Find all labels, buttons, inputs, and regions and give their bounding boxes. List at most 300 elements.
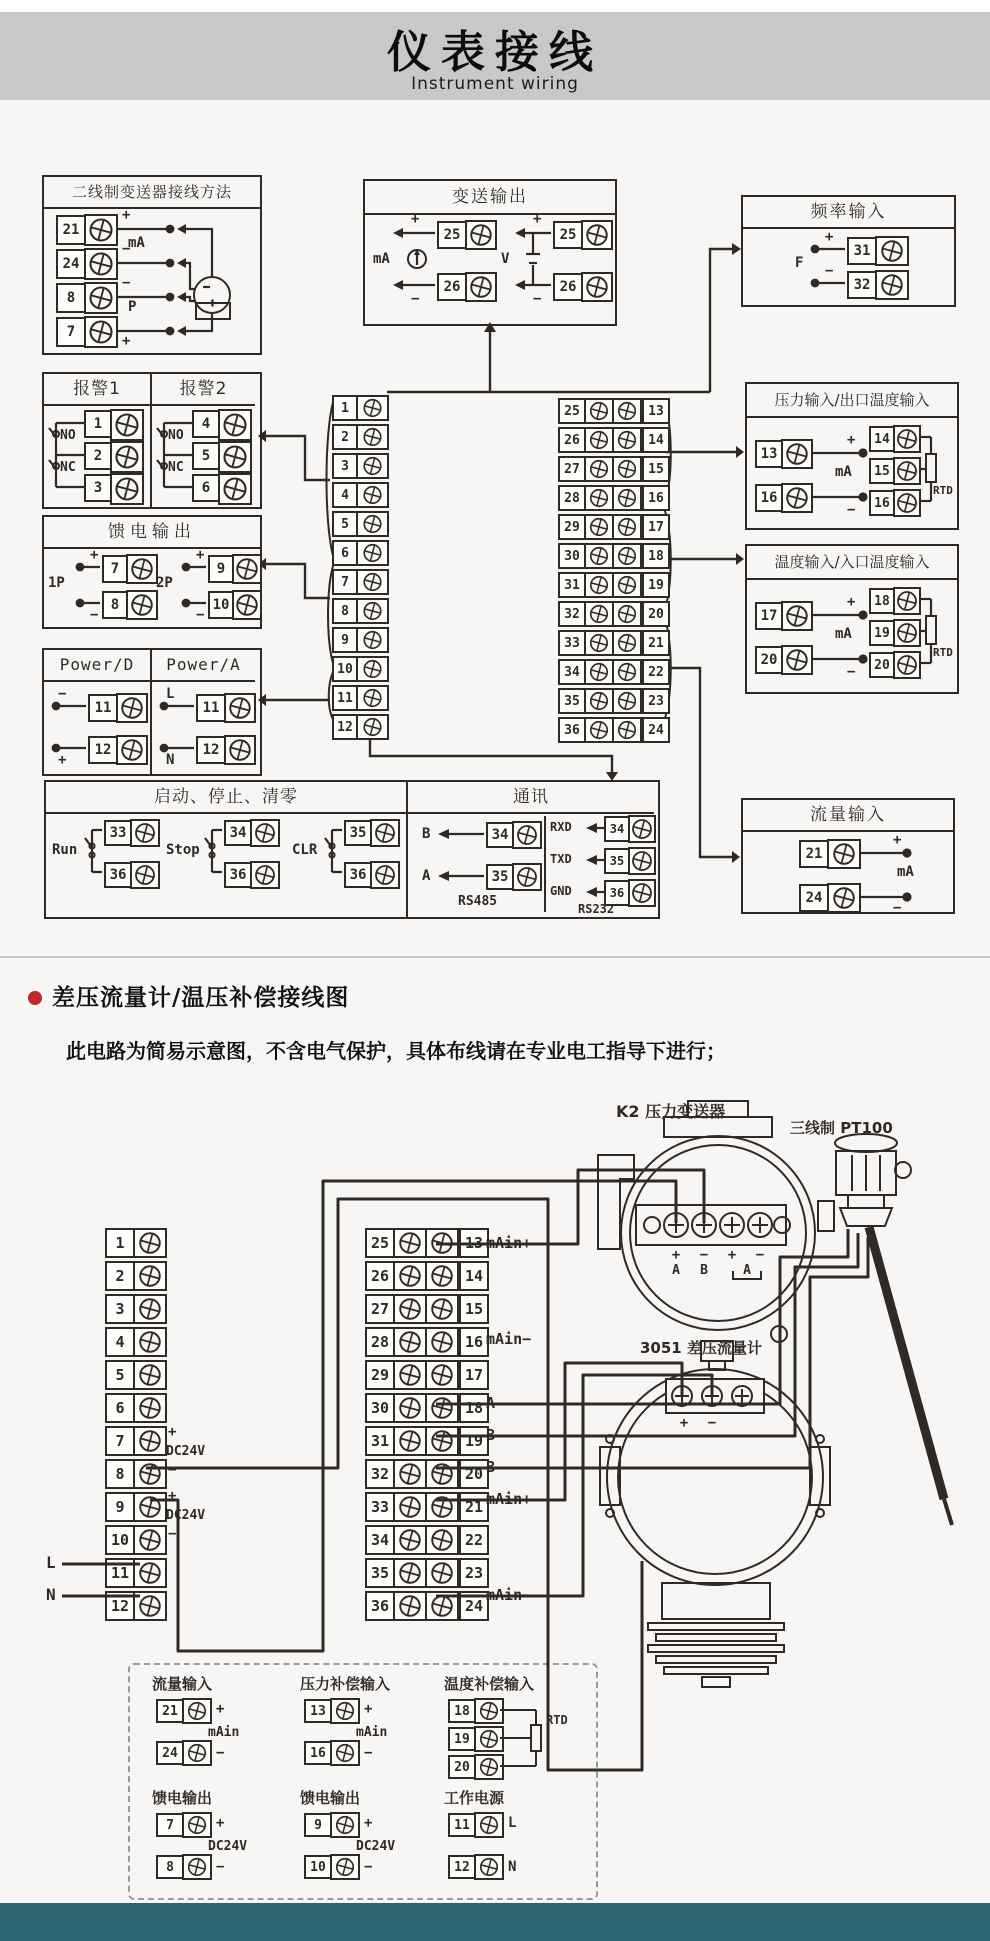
terminal-screw [130, 819, 160, 847]
terminal-number: 36 [344, 862, 372, 888]
terminal-number: 5 [332, 511, 358, 537]
terminal-number: 24 [156, 1741, 184, 1765]
terminal-number: 6 [332, 540, 358, 566]
terminal-screw [393, 1327, 427, 1357]
clr-label: CLR [292, 842, 318, 858]
terminal-number: 20 [869, 652, 895, 678]
wiring-overview-diagram [0, 100, 990, 956]
k2-sub: B [700, 1263, 708, 1278]
signal-label: mA [835, 464, 852, 480]
terminal-number: 29 [558, 514, 586, 540]
wire-navy-pt100-a [436, 1229, 848, 1404]
terminal-number: 21 [56, 215, 86, 245]
terminal-screw [250, 819, 280, 847]
terminal-row [332, 569, 389, 595]
terminal-screw [425, 1591, 459, 1621]
terminal-number: 29 [365, 1360, 395, 1390]
polarity-label: + [122, 333, 131, 349]
terminal-screw [84, 316, 118, 348]
terminal-screw [110, 473, 144, 505]
legend-signal-label: DC24V [356, 1839, 396, 1854]
terminal-screw [581, 272, 613, 302]
terminal-number: 4 [105, 1327, 135, 1357]
terminal-number: 23 [642, 688, 670, 714]
terminal-screw [628, 847, 656, 875]
terminal-row [105, 1360, 167, 1390]
terminal-number: 12 [332, 714, 358, 740]
terminal-number: 26 [365, 1261, 395, 1291]
terminal-row [332, 714, 389, 740]
terminal-row [558, 688, 670, 714]
terminal-screw [133, 1525, 167, 1555]
terminal-screw [474, 1854, 504, 1880]
terminal-number: 8 [102, 591, 128, 619]
terminal-screw [126, 554, 158, 584]
terminal-number: 36 [604, 880, 630, 906]
terminal-screw [393, 1393, 427, 1423]
terminal-signal-label: mAin− [486, 1330, 532, 1348]
terminal-number: 33 [104, 820, 132, 846]
polarity-label: − [58, 686, 67, 702]
temp-box-title: 温度输入/入口温度输入 [747, 546, 957, 580]
two-wire-transmitter-box [42, 175, 262, 355]
terminal-number: 1 [332, 395, 358, 421]
terminal-number: 16 [459, 1327, 489, 1357]
terminal-number: 26 [558, 427, 586, 453]
terminal-number: 6 [192, 474, 220, 502]
terminal-number: 2 [105, 1261, 135, 1291]
terminal-number: 5 [192, 442, 220, 470]
terminal-row [365, 1261, 489, 1291]
terminal-signal-label: B [486, 1458, 496, 1476]
legend-group-title: 压力补偿输入 [300, 1675, 391, 1693]
polarity-label: + [168, 1488, 177, 1504]
terminal-signal-label: B [486, 1426, 496, 1444]
legend-signal-label: − [364, 1745, 373, 1761]
terminal-number: 18 [459, 1393, 489, 1423]
terminal-number: 10 [208, 591, 234, 619]
polarity-label: − [893, 900, 902, 916]
page-title: 仪表接线 [387, 27, 603, 78]
terminal-screw [875, 236, 909, 266]
terminal-row [332, 598, 389, 624]
terminal-number: 2 [332, 424, 358, 450]
terminal-screw [84, 214, 118, 246]
signal-label: P [128, 299, 137, 315]
k2-mark: + [671, 1247, 681, 1263]
terminal-screw [393, 1228, 427, 1258]
gnd-label: GND [550, 884, 572, 898]
terminal-screw [628, 815, 656, 843]
terminal-number: 34 [224, 820, 252, 846]
terminal-row [105, 1327, 167, 1357]
legend-group-title: 温度补偿输入 [444, 1675, 535, 1693]
terminal-number: 24 [799, 884, 829, 912]
meter-terminal-strip-right [365, 1228, 489, 1621]
terminal-number: 8 [332, 598, 358, 624]
terminal-number: 21 [642, 630, 670, 656]
rs485-b-label: B [422, 826, 431, 842]
terminal-screw [628, 879, 656, 907]
terminal-row [332, 627, 389, 653]
no-label: NO [168, 428, 184, 443]
terminal-number: 28 [365, 1327, 395, 1357]
rxd-label: RXD [550, 820, 572, 834]
terminal-number: 34 [604, 816, 630, 842]
terminal-number: 11 [332, 685, 358, 711]
terminal-number: 4 [332, 482, 358, 508]
legend-group-title: 馈电输出 [152, 1789, 213, 1807]
terminal-screw [393, 1558, 427, 1588]
terminal-number: 30 [558, 543, 586, 569]
polarity-label: + [893, 832, 902, 848]
terminal-number: 11 [105, 1558, 135, 1588]
transmit-box-title: 变送输出 [365, 181, 615, 215]
terminal-screw [116, 735, 148, 765]
terminal-screw [126, 590, 158, 620]
terminal-screw [330, 1854, 360, 1880]
terminal-screw [465, 272, 497, 302]
frequency-input-box [741, 195, 956, 307]
terminal-number: 20 [459, 1459, 489, 1489]
terminal-screw [110, 441, 144, 473]
terminal-number: 15 [869, 458, 895, 484]
terminal-screw [474, 1698, 504, 1724]
terminal-screw [133, 1492, 167, 1522]
terminal-screw [232, 590, 262, 620]
terminal-row [332, 685, 389, 711]
terminal-screw [584, 398, 614, 424]
freq-label: F [795, 255, 804, 271]
terminal-screw [218, 441, 252, 473]
terminal-number: 25 [365, 1228, 395, 1258]
legend-signal-label: − [216, 1745, 225, 1761]
terminal-screw [612, 717, 642, 743]
terminal-row [365, 1327, 489, 1357]
k2-mark: − [755, 1247, 765, 1263]
terminal-number: 35 [558, 688, 586, 714]
rs232-label: RS232 [578, 902, 615, 916]
legend-group [300, 1787, 450, 1917]
terminal-number: 10 [332, 656, 358, 682]
terminal-number: 9 [304, 1813, 332, 1837]
terminal-screw [133, 1261, 167, 1291]
two-wire-box-title: 二线制变送器接线方法 [44, 177, 260, 209]
terminal-screw [425, 1294, 459, 1324]
m3051-mark: + [679, 1415, 689, 1431]
terminal-row [558, 717, 670, 743]
terminal-screw [781, 439, 813, 469]
polarity-label: − [122, 275, 131, 291]
polarity-label: + [90, 547, 99, 563]
legend-group [444, 1673, 594, 1803]
terminal-screw [425, 1327, 459, 1357]
section2-heading: 差压流量计/温压补偿接线图 [52, 985, 350, 1011]
red-bullet-icon [28, 991, 42, 1005]
rtd-label: RTD [933, 646, 953, 659]
terminal-screw [425, 1360, 459, 1390]
terminal-number: 14 [869, 426, 895, 452]
nc-label: NC [60, 460, 76, 475]
terminal-screw [584, 514, 614, 540]
terminal-screw [612, 572, 642, 598]
terminal-number: 35 [486, 864, 514, 890]
terminal-number: 12 [448, 1855, 476, 1879]
k2-mark: − [699, 1247, 709, 1263]
terminal-number: 4 [192, 410, 220, 438]
terminal-row [365, 1426, 489, 1456]
terminal-number: 15 [459, 1294, 489, 1324]
legend-signal-label: − [364, 1859, 373, 1875]
terminal-screw [584, 717, 614, 743]
terminal-screw [250, 861, 280, 889]
terminal-screw [330, 1698, 360, 1724]
terminal-number: 18 [869, 588, 895, 614]
terminal-screw [393, 1459, 427, 1489]
signal-label: mA [128, 235, 145, 251]
terminal-screw [612, 543, 642, 569]
terminal-signal-label: mAin− [486, 1586, 532, 1604]
legend-signal-label: + [216, 1701, 225, 1717]
terminal-screw [133, 1591, 167, 1621]
meter-terminal-strip-left [105, 1228, 167, 1621]
terminal-number: 6 [105, 1393, 135, 1423]
legend-signal-label: + [216, 1815, 225, 1831]
polarity-label: − [847, 664, 856, 680]
terminal-screw [116, 693, 148, 723]
freq-box-title: 频率输入 [743, 197, 954, 229]
terminal-number: 34 [365, 1525, 395, 1555]
terminal-screw [781, 601, 813, 631]
terminal-screw [182, 1740, 212, 1766]
terminal-number: 3 [332, 453, 358, 479]
polarity-label: + [847, 594, 856, 610]
terminal-screw [584, 572, 614, 598]
legend-group [300, 1673, 450, 1803]
terminal-number: 32 [558, 601, 586, 627]
terminal-row [558, 485, 670, 511]
polarity-label: + [825, 229, 834, 245]
terminal-screw [584, 485, 614, 511]
terminal-number: 24 [56, 249, 86, 279]
terminal-screw [893, 457, 921, 485]
pt100-label: 三线制 PT100 [790, 1119, 893, 1137]
terminal-number: 19 [869, 620, 895, 646]
terminal-screw [584, 427, 614, 453]
terminal-signal-label: mAin+ [486, 1490, 532, 1508]
terminal-screw [356, 685, 389, 711]
polarity-label: − [168, 1462, 177, 1478]
alarm1-title: 报警1 [44, 374, 150, 406]
polarity-label: − [196, 607, 205, 623]
terminal-number: 21 [459, 1492, 489, 1522]
terminal-screw [425, 1228, 459, 1258]
terminal-row [105, 1228, 167, 1258]
terminal-number: 33 [558, 630, 586, 656]
polarity-label: − [122, 241, 131, 257]
polarity-label: + [847, 432, 856, 448]
terminal-screw [425, 1459, 459, 1489]
terminal-number: 19 [459, 1426, 489, 1456]
terminal-screw [356, 569, 389, 595]
terminal-screw [875, 270, 909, 300]
terminal-number: 13 [304, 1699, 332, 1723]
pressure-input-box [745, 382, 959, 530]
terminal-number: 11 [448, 1813, 476, 1837]
terminal-number: 1 [84, 410, 112, 438]
terminal-screw [133, 1228, 167, 1258]
terminal-screw [584, 543, 614, 569]
terminal-function-legend [128, 1663, 598, 1900]
terminal-number: 27 [558, 456, 586, 482]
terminal-screw [356, 395, 389, 421]
header-band [0, 12, 990, 100]
terminal-screw [133, 1327, 167, 1357]
polarity-label: − [411, 291, 420, 307]
terminal-row [365, 1591, 489, 1621]
terminal-screw [133, 1294, 167, 1324]
terminal-screw [393, 1360, 427, 1390]
terminal-screw [827, 883, 861, 913]
k2-sub: A [672, 1263, 680, 1278]
terminal-number: 21 [156, 1699, 184, 1723]
terminal-screw [425, 1393, 459, 1423]
terminal-number: 24 [459, 1591, 489, 1621]
terminal-number: 10 [105, 1525, 135, 1555]
terminal-row [365, 1459, 489, 1489]
terminal-row [365, 1228, 489, 1258]
terminal-number: 32 [365, 1459, 395, 1489]
terminal-screw [781, 645, 813, 675]
terminal-screw [584, 630, 614, 656]
power-d-title: Power/D [44, 650, 150, 682]
terminal-number: 17 [459, 1360, 489, 1390]
page-subtitle: Instrument wiring [411, 74, 579, 94]
terminal-number: 1 [105, 1228, 135, 1258]
terminal-number: 35 [344, 820, 372, 846]
terminal-row [558, 601, 670, 627]
terminal-number: 12 [88, 736, 118, 764]
terminal-screw [133, 1393, 167, 1423]
section-divider [0, 956, 990, 958]
txd-label: TXD [550, 852, 572, 866]
terminal-screw [182, 1812, 212, 1838]
terminal-row [558, 630, 670, 656]
terminal-screw [356, 482, 389, 508]
terminal-number: 25 [437, 221, 467, 249]
terminal-number: 31 [558, 572, 586, 598]
alarm-divider [150, 374, 152, 507]
terminal-screw [474, 1726, 504, 1752]
alarm-box [42, 372, 262, 509]
signal-label: V [501, 251, 510, 267]
dp-flowmeter-wiring-diagram [0, 965, 990, 1903]
pressure-box-title: 压力输入/出口温度输入 [747, 384, 957, 418]
terminal-row [365, 1360, 489, 1390]
terminal-number: 16 [304, 1741, 332, 1765]
terminal-number: 13 [459, 1228, 489, 1258]
terminal-screw [224, 693, 256, 723]
terminal-number: 12 [105, 1591, 135, 1621]
power-a-title: Power/A [152, 650, 255, 682]
terminal-screw [781, 483, 813, 513]
terminal-number: 20 [642, 601, 670, 627]
terminal-row [105, 1261, 167, 1291]
k2-label: K2 压力变送器 [616, 1102, 726, 1121]
legend-group [444, 1787, 594, 1917]
legend-signal-label: N [508, 1859, 517, 1875]
terminal-screw [370, 819, 400, 847]
terminal-number: 19 [448, 1727, 476, 1751]
terminal-screw [182, 1698, 212, 1724]
terminal-row [558, 398, 670, 424]
terminal-number: 16 [755, 484, 783, 512]
terminal-number: 18 [448, 1699, 476, 1723]
terminal-row [105, 1426, 167, 1456]
terminal-number: 36 [104, 862, 132, 888]
legend-group [152, 1673, 302, 1803]
terminal-screw [584, 659, 614, 685]
meter-3051-label: 3051 差压流量计 [640, 1339, 762, 1357]
neutral-n-label: N [46, 1585, 56, 1604]
terminal-number: 20 [755, 646, 783, 674]
terminal-screw [232, 554, 262, 584]
terminal-screw [182, 1854, 212, 1880]
terminal-screw [512, 863, 542, 891]
terminal-number: 25 [558, 398, 586, 424]
terminal-row [365, 1294, 489, 1324]
terminal-screw [130, 861, 160, 889]
terminal-screw [330, 1740, 360, 1766]
terminal-number: 17 [642, 514, 670, 540]
terminal-number: 8 [156, 1855, 184, 1879]
terminal-screw [584, 456, 614, 482]
terminal-row [105, 1459, 167, 1489]
terminal-number: 11 [196, 694, 226, 722]
rtd-label: RTD [933, 484, 953, 497]
terminal-number: 34 [558, 659, 586, 685]
terminal-screw [393, 1525, 427, 1555]
terminal-screw [584, 601, 614, 627]
terminal-number: 24 [642, 717, 670, 743]
terminal-screw [425, 1492, 459, 1522]
terminal-row [365, 1525, 489, 1555]
run-label: Run [52, 842, 78, 858]
terminal-screw [827, 839, 861, 869]
terminal-number: 15 [642, 456, 670, 482]
feed-output-box [42, 515, 262, 629]
terminal-screw [393, 1294, 427, 1324]
terminal-screw [133, 1459, 167, 1489]
terminal-row [332, 540, 389, 566]
terminal-number: 27 [365, 1294, 395, 1324]
terminal-number: 14 [642, 427, 670, 453]
nc-label: NC [168, 460, 184, 475]
section2-note: 此电路为简易示意图，不含电气保护，具体布线请在专业电工指导下进行； [66, 1039, 726, 1063]
terminal-row [365, 1558, 489, 1588]
terminal-row [332, 482, 389, 508]
temperature-input-box [745, 544, 959, 694]
terminal-signal-label: A [486, 1394, 496, 1412]
terminal-number: 7 [332, 569, 358, 595]
top-white-strip [0, 0, 990, 12]
terminal-number: 2 [84, 442, 112, 470]
polarity-label: + [411, 211, 420, 227]
group-label: 2P [156, 575, 173, 591]
legend-group-title: 流量输入 [152, 1675, 213, 1693]
terminal-row [105, 1294, 167, 1324]
runstop-title: 启动、停止、清零 [46, 782, 406, 814]
